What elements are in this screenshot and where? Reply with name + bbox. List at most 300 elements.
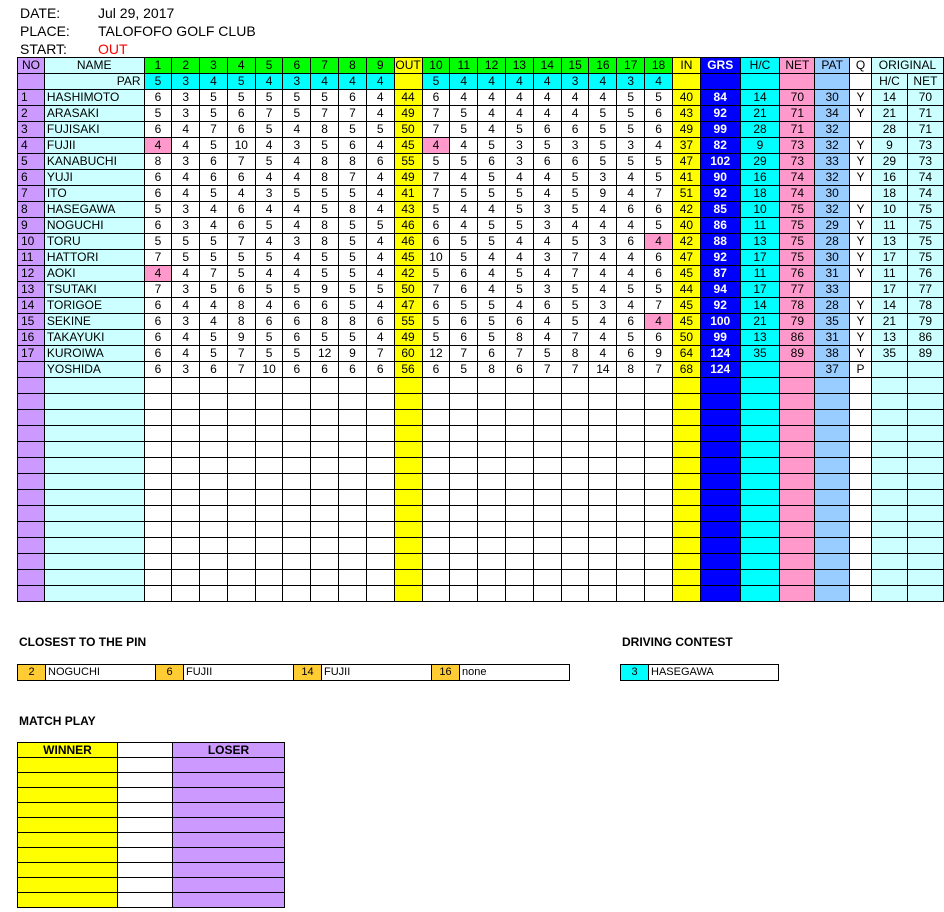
- empty-score[interactable]: [645, 426, 673, 442]
- score-hole-11[interactable]: 7: [450, 346, 478, 362]
- score-hole-8[interactable]: 5: [339, 234, 367, 250]
- score-hole-17[interactable]: 6: [617, 346, 645, 362]
- score-hole-12[interactable]: 5: [478, 298, 506, 314]
- score-hole-7[interactable]: 5: [311, 186, 339, 202]
- score-hole-6[interactable]: 6: [283, 314, 311, 330]
- score-hole-1[interactable]: 8: [144, 154, 172, 170]
- score-hole-10[interactable]: 7: [422, 122, 450, 138]
- score-hole-2[interactable]: 5: [172, 250, 200, 266]
- score-hole-14[interactable]: 3: [533, 218, 561, 234]
- score-hole-12[interactable]: 4: [478, 106, 506, 122]
- empty-score[interactable]: [172, 506, 200, 522]
- empty-score[interactable]: [450, 458, 478, 474]
- score-hole-2[interactable]: 3: [172, 218, 200, 234]
- player-name[interactable]: NOGUCHI: [44, 218, 144, 234]
- match-winner-cell[interactable]: [18, 833, 118, 848]
- score-hole-17[interactable]: 6: [617, 202, 645, 218]
- empty-score[interactable]: [366, 410, 394, 426]
- empty-score[interactable]: [283, 554, 311, 570]
- score-hole-5[interactable]: 5: [255, 282, 283, 298]
- empty-score[interactable]: [283, 458, 311, 474]
- score-hole-12[interactable]: 5: [478, 330, 506, 346]
- empty-score[interactable]: [200, 410, 228, 426]
- score-hole-14[interactable]: 4: [533, 170, 561, 186]
- score-hole-13[interactable]: 8: [506, 330, 534, 346]
- empty-score[interactable]: [144, 554, 172, 570]
- score-hole-14[interactable]: 3: [533, 202, 561, 218]
- empty-score[interactable]: [283, 506, 311, 522]
- empty-score[interactable]: [450, 554, 478, 570]
- ctp-name-3[interactable]: FUJII: [322, 665, 432, 681]
- score-hole-9[interactable]: 4: [366, 106, 394, 122]
- score-hole-4[interactable]: 7: [227, 362, 255, 378]
- empty-score[interactable]: [506, 474, 534, 490]
- score-hole-8[interactable]: 8: [339, 202, 367, 218]
- score-hole-11[interactable]: 5: [450, 250, 478, 266]
- score-hole-16[interactable]: 5: [589, 154, 617, 170]
- score-hole-12[interactable]: 5: [478, 138, 506, 154]
- score-hole-8[interactable]: 5: [339, 250, 367, 266]
- score-hole-17[interactable]: 5: [617, 282, 645, 298]
- score-hole-16[interactable]: 5: [589, 106, 617, 122]
- score-hole-5[interactable]: 3: [255, 186, 283, 202]
- empty-score[interactable]: [450, 394, 478, 410]
- score-hole-15[interactable]: 5: [561, 314, 589, 330]
- score-hole-9[interactable]: 4: [366, 298, 394, 314]
- score-hole-13[interactable]: 5: [506, 202, 534, 218]
- empty-score[interactable]: [339, 554, 367, 570]
- score-hole-10[interactable]: 4: [422, 138, 450, 154]
- empty-score[interactable]: [255, 474, 283, 490]
- empty-score[interactable]: [172, 586, 200, 602]
- empty-score[interactable]: [617, 410, 645, 426]
- empty-score[interactable]: [227, 378, 255, 394]
- score-hole-7[interactable]: 9: [311, 282, 339, 298]
- empty-score[interactable]: [283, 474, 311, 490]
- empty-score[interactable]: [589, 586, 617, 602]
- score-hole-11[interactable]: 5: [450, 234, 478, 250]
- score-hole-1[interactable]: 4: [144, 266, 172, 282]
- score-hole-10[interactable]: 6: [422, 298, 450, 314]
- score-hole-9[interactable]: 6: [366, 154, 394, 170]
- empty-score[interactable]: [227, 442, 255, 458]
- score-hole-6[interactable]: 5: [283, 106, 311, 122]
- score-hole-3[interactable]: 5: [200, 250, 228, 266]
- empty-score[interactable]: [617, 378, 645, 394]
- score-hole-6[interactable]: 4: [283, 170, 311, 186]
- empty-score[interactable]: [617, 586, 645, 602]
- empty-score[interactable]: [645, 458, 673, 474]
- empty-score[interactable]: [144, 538, 172, 554]
- empty-score[interactable]: [589, 506, 617, 522]
- score-hole-18[interactable]: 7: [645, 186, 673, 202]
- score-hole-6[interactable]: 5: [283, 282, 311, 298]
- empty-score[interactable]: [422, 522, 450, 538]
- score-hole-2[interactable]: 3: [172, 362, 200, 378]
- score-hole-17[interactable]: 5: [617, 106, 645, 122]
- score-hole-4[interactable]: 5: [227, 90, 255, 106]
- empty-score[interactable]: [172, 538, 200, 554]
- empty-name[interactable]: [44, 522, 144, 538]
- empty-score[interactable]: [450, 474, 478, 490]
- empty-score[interactable]: [533, 506, 561, 522]
- score-hole-9[interactable]: 4: [366, 266, 394, 282]
- empty-score[interactable]: [645, 394, 673, 410]
- score-hole-14[interactable]: 6: [533, 122, 561, 138]
- score-hole-7[interactable]: 5: [311, 250, 339, 266]
- empty-score[interactable]: [478, 506, 506, 522]
- empty-score[interactable]: [255, 410, 283, 426]
- score-hole-10[interactable]: 6: [422, 218, 450, 234]
- empty-score[interactable]: [533, 538, 561, 554]
- score-hole-3[interactable]: 5: [200, 330, 228, 346]
- empty-name[interactable]: [44, 378, 144, 394]
- score-hole-8[interactable]: 5: [339, 298, 367, 314]
- score-hole-1[interactable]: 7: [144, 282, 172, 298]
- score-hole-9[interactable]: 6: [366, 362, 394, 378]
- empty-score[interactable]: [200, 442, 228, 458]
- empty-score[interactable]: [533, 410, 561, 426]
- score-hole-6[interactable]: 4: [283, 122, 311, 138]
- score-hole-2[interactable]: 4: [172, 186, 200, 202]
- empty-score[interactable]: [478, 458, 506, 474]
- score-hole-17[interactable]: 4: [617, 218, 645, 234]
- score-hole-6[interactable]: 6: [283, 298, 311, 314]
- player-name[interactable]: YOSHIDA: [44, 362, 144, 378]
- score-hole-4[interactable]: 7: [227, 154, 255, 170]
- player-name[interactable]: YUJI: [44, 170, 144, 186]
- match-vs-cell[interactable]: [118, 833, 173, 848]
- empty-score[interactable]: [227, 458, 255, 474]
- score-hole-15[interactable]: 8: [561, 346, 589, 362]
- score-hole-7[interactable]: 8: [311, 122, 339, 138]
- empty-score[interactable]: [589, 570, 617, 586]
- driving-name[interactable]: HASEGAWA: [649, 665, 779, 681]
- empty-score[interactable]: [227, 426, 255, 442]
- empty-score[interactable]: [617, 426, 645, 442]
- empty-score[interactable]: [311, 442, 339, 458]
- score-hole-5[interactable]: 5: [255, 346, 283, 362]
- empty-score[interactable]: [422, 394, 450, 410]
- match-loser-cell[interactable]: [173, 848, 285, 863]
- score-hole-14[interactable]: 5: [533, 346, 561, 362]
- score-hole-16[interactable]: 4: [589, 266, 617, 282]
- score-hole-17[interactable]: 6: [617, 314, 645, 330]
- player-name[interactable]: AOKI: [44, 266, 144, 282]
- empty-score[interactable]: [533, 442, 561, 458]
- score-hole-9[interactable]: 4: [366, 186, 394, 202]
- score-hole-15[interactable]: 5: [561, 282, 589, 298]
- score-hole-15[interactable]: 7: [561, 362, 589, 378]
- empty-score[interactable]: [422, 490, 450, 506]
- score-hole-1[interactable]: 6: [144, 170, 172, 186]
- score-hole-8[interactable]: 8: [339, 314, 367, 330]
- empty-score[interactable]: [617, 506, 645, 522]
- empty-score[interactable]: [144, 410, 172, 426]
- empty-score[interactable]: [617, 490, 645, 506]
- empty-score[interactable]: [450, 410, 478, 426]
- score-hole-7[interactable]: 7: [311, 106, 339, 122]
- score-hole-2[interactable]: 4: [172, 266, 200, 282]
- empty-score[interactable]: [478, 538, 506, 554]
- empty-score[interactable]: [311, 378, 339, 394]
- empty-score[interactable]: [506, 522, 534, 538]
- empty-score[interactable]: [311, 554, 339, 570]
- score-hole-2[interactable]: 4: [172, 170, 200, 186]
- match-vs-cell[interactable]: [118, 863, 173, 878]
- score-hole-4[interactable]: 6: [227, 122, 255, 138]
- score-hole-7[interactable]: 8: [311, 218, 339, 234]
- empty-score[interactable]: [144, 586, 172, 602]
- score-hole-10[interactable]: 5: [422, 314, 450, 330]
- score-hole-15[interactable]: 4: [561, 90, 589, 106]
- empty-score[interactable]: [589, 538, 617, 554]
- empty-score[interactable]: [422, 554, 450, 570]
- score-hole-7[interactable]: 8: [311, 170, 339, 186]
- empty-name[interactable]: [44, 410, 144, 426]
- empty-score[interactable]: [533, 586, 561, 602]
- empty-score[interactable]: [450, 426, 478, 442]
- empty-score[interactable]: [311, 426, 339, 442]
- score-hole-16[interactable]: 3: [589, 298, 617, 314]
- empty-name[interactable]: [44, 490, 144, 506]
- score-hole-2[interactable]: 3: [172, 90, 200, 106]
- score-hole-17[interactable]: 6: [617, 234, 645, 250]
- player-name[interactable]: TORU: [44, 234, 144, 250]
- match-loser-cell[interactable]: [173, 863, 285, 878]
- empty-score[interactable]: [589, 458, 617, 474]
- empty-score[interactable]: [422, 442, 450, 458]
- score-hole-2[interactable]: 4: [172, 330, 200, 346]
- score-hole-16[interactable]: 4: [589, 314, 617, 330]
- score-hole-17[interactable]: 4: [617, 186, 645, 202]
- score-hole-13[interactable]: 6: [506, 314, 534, 330]
- score-hole-1[interactable]: 6: [144, 346, 172, 362]
- score-hole-9[interactable]: 4: [366, 170, 394, 186]
- score-hole-10[interactable]: 6: [422, 90, 450, 106]
- empty-score[interactable]: [561, 394, 589, 410]
- score-hole-14[interactable]: 3: [533, 250, 561, 266]
- player-name[interactable]: HASHIMOTO: [44, 90, 144, 106]
- player-name[interactable]: KANABUCHI: [44, 154, 144, 170]
- empty-name[interactable]: [44, 458, 144, 474]
- match-loser-cell[interactable]: [173, 803, 285, 818]
- empty-score[interactable]: [311, 458, 339, 474]
- match-winner-cell[interactable]: [18, 773, 118, 788]
- empty-score[interactable]: [200, 490, 228, 506]
- player-name[interactable]: HATTORI: [44, 250, 144, 266]
- score-hole-3[interactable]: 6: [200, 362, 228, 378]
- match-vs-cell[interactable]: [118, 878, 173, 893]
- score-hole-12[interactable]: 5: [478, 234, 506, 250]
- empty-score[interactable]: [478, 410, 506, 426]
- score-hole-11[interactable]: 5: [450, 106, 478, 122]
- empty-name[interactable]: [44, 426, 144, 442]
- empty-score[interactable]: [227, 490, 255, 506]
- empty-name[interactable]: [44, 586, 144, 602]
- score-hole-5[interactable]: 4: [255, 202, 283, 218]
- match-loser-cell[interactable]: [173, 893, 285, 908]
- empty-score[interactable]: [533, 378, 561, 394]
- score-hole-10[interactable]: 10: [422, 250, 450, 266]
- empty-score[interactable]: [339, 410, 367, 426]
- score-hole-18[interactable]: 7: [645, 298, 673, 314]
- empty-score[interactable]: [589, 522, 617, 538]
- score-hole-6[interactable]: 4: [283, 202, 311, 218]
- score-hole-7[interactable]: 5: [311, 138, 339, 154]
- empty-score[interactable]: [506, 442, 534, 458]
- empty-score[interactable]: [366, 506, 394, 522]
- score-hole-5[interactable]: 4: [255, 266, 283, 282]
- score-hole-5[interactable]: 6: [255, 314, 283, 330]
- empty-score[interactable]: [589, 426, 617, 442]
- empty-score[interactable]: [283, 538, 311, 554]
- empty-score[interactable]: [227, 522, 255, 538]
- score-hole-9[interactable]: 5: [366, 282, 394, 298]
- score-hole-4[interactable]: 5: [227, 250, 255, 266]
- empty-score[interactable]: [255, 570, 283, 586]
- score-hole-10[interactable]: 7: [422, 282, 450, 298]
- score-hole-8[interactable]: 5: [339, 330, 367, 346]
- empty-score[interactable]: [339, 570, 367, 586]
- score-hole-11[interactable]: 5: [450, 122, 478, 138]
- empty-score[interactable]: [506, 410, 534, 426]
- empty-score[interactable]: [645, 506, 673, 522]
- score-hole-13[interactable]: 3: [506, 138, 534, 154]
- empty-score[interactable]: [172, 522, 200, 538]
- score-hole-15[interactable]: 6: [561, 122, 589, 138]
- score-hole-7[interactable]: 5: [311, 266, 339, 282]
- empty-score[interactable]: [561, 570, 589, 586]
- score-hole-6[interactable]: 4: [283, 218, 311, 234]
- score-hole-11[interactable]: 6: [450, 330, 478, 346]
- score-hole-2[interactable]: 4: [172, 346, 200, 362]
- empty-score[interactable]: [144, 442, 172, 458]
- empty-name[interactable]: [44, 474, 144, 490]
- score-hole-18[interactable]: 5: [645, 170, 673, 186]
- empty-score[interactable]: [366, 394, 394, 410]
- empty-score[interactable]: [478, 570, 506, 586]
- ctp-name-4[interactable]: none: [460, 665, 570, 681]
- empty-name[interactable]: [44, 442, 144, 458]
- score-hole-16[interactable]: 4: [589, 330, 617, 346]
- score-hole-1[interactable]: 6: [144, 314, 172, 330]
- score-hole-8[interactable]: 5: [339, 122, 367, 138]
- score-hole-10[interactable]: 5: [422, 266, 450, 282]
- score-hole-11[interactable]: 4: [450, 170, 478, 186]
- empty-score[interactable]: [172, 378, 200, 394]
- score-hole-8[interactable]: 6: [339, 138, 367, 154]
- empty-score[interactable]: [645, 442, 673, 458]
- empty-score[interactable]: [283, 586, 311, 602]
- empty-score[interactable]: [478, 522, 506, 538]
- empty-score[interactable]: [255, 458, 283, 474]
- match-vs-cell[interactable]: [118, 818, 173, 833]
- score-hole-8[interactable]: 8: [339, 154, 367, 170]
- score-hole-17[interactable]: 4: [617, 266, 645, 282]
- score-hole-1[interactable]: 5: [144, 202, 172, 218]
- score-hole-8[interactable]: 5: [339, 186, 367, 202]
- empty-score[interactable]: [617, 394, 645, 410]
- score-hole-4[interactable]: 7: [227, 346, 255, 362]
- score-hole-10[interactable]: 6: [422, 234, 450, 250]
- score-hole-14[interactable]: 6: [533, 154, 561, 170]
- score-hole-7[interactable]: 8: [311, 314, 339, 330]
- score-hole-6[interactable]: 6: [283, 330, 311, 346]
- empty-score[interactable]: [366, 458, 394, 474]
- empty-score[interactable]: [255, 506, 283, 522]
- score-hole-16[interactable]: 4: [589, 346, 617, 362]
- empty-score[interactable]: [366, 426, 394, 442]
- score-hole-14[interactable]: 3: [533, 282, 561, 298]
- score-hole-8[interactable]: 6: [339, 90, 367, 106]
- match-loser-cell[interactable]: [173, 878, 285, 893]
- score-hole-4[interactable]: 8: [227, 298, 255, 314]
- empty-score[interactable]: [200, 554, 228, 570]
- score-hole-6[interactable]: 4: [283, 154, 311, 170]
- empty-score[interactable]: [422, 586, 450, 602]
- empty-score[interactable]: [339, 458, 367, 474]
- player-name[interactable]: TAKAYUKI: [44, 330, 144, 346]
- score-hole-3[interactable]: 4: [200, 314, 228, 330]
- match-loser-cell[interactable]: [173, 788, 285, 803]
- empty-score[interactable]: [144, 394, 172, 410]
- score-hole-6[interactable]: 3: [283, 138, 311, 154]
- empty-score[interactable]: [506, 538, 534, 554]
- score-hole-7[interactable]: 5: [311, 330, 339, 346]
- empty-score[interactable]: [478, 490, 506, 506]
- empty-score[interactable]: [422, 570, 450, 586]
- score-hole-5[interactable]: 5: [255, 250, 283, 266]
- score-hole-4[interactable]: 6: [227, 218, 255, 234]
- empty-score[interactable]: [255, 586, 283, 602]
- score-hole-5[interactable]: 5: [255, 330, 283, 346]
- score-hole-14[interactable]: 4: [533, 330, 561, 346]
- empty-score[interactable]: [506, 378, 534, 394]
- score-hole-11[interactable]: 6: [450, 282, 478, 298]
- empty-score[interactable]: [450, 586, 478, 602]
- score-hole-5[interactable]: 5: [255, 154, 283, 170]
- score-hole-14[interactable]: 5: [533, 138, 561, 154]
- empty-score[interactable]: [227, 394, 255, 410]
- score-hole-18[interactable]: 4: [645, 138, 673, 154]
- empty-score[interactable]: [645, 538, 673, 554]
- empty-score[interactable]: [589, 410, 617, 426]
- empty-score[interactable]: [506, 458, 534, 474]
- score-hole-18[interactable]: 6: [645, 202, 673, 218]
- score-hole-7[interactable]: 6: [311, 298, 339, 314]
- score-hole-1[interactable]: 4: [144, 138, 172, 154]
- score-hole-1[interactable]: 6: [144, 298, 172, 314]
- empty-score[interactable]: [283, 378, 311, 394]
- score-hole-14[interactable]: 6: [533, 298, 561, 314]
- empty-score[interactable]: [200, 522, 228, 538]
- empty-score[interactable]: [561, 554, 589, 570]
- empty-score[interactable]: [645, 474, 673, 490]
- empty-score[interactable]: [450, 378, 478, 394]
- empty-score[interactable]: [311, 490, 339, 506]
- score-hole-11[interactable]: 4: [450, 202, 478, 218]
- score-hole-18[interactable]: 7: [645, 362, 673, 378]
- score-hole-9[interactable]: 4: [366, 202, 394, 218]
- empty-score[interactable]: [561, 378, 589, 394]
- match-loser-cell[interactable]: [173, 773, 285, 788]
- empty-score[interactable]: [478, 442, 506, 458]
- empty-score[interactable]: [144, 474, 172, 490]
- empty-score[interactable]: [478, 474, 506, 490]
- empty-score[interactable]: [645, 378, 673, 394]
- empty-score[interactable]: [255, 538, 283, 554]
